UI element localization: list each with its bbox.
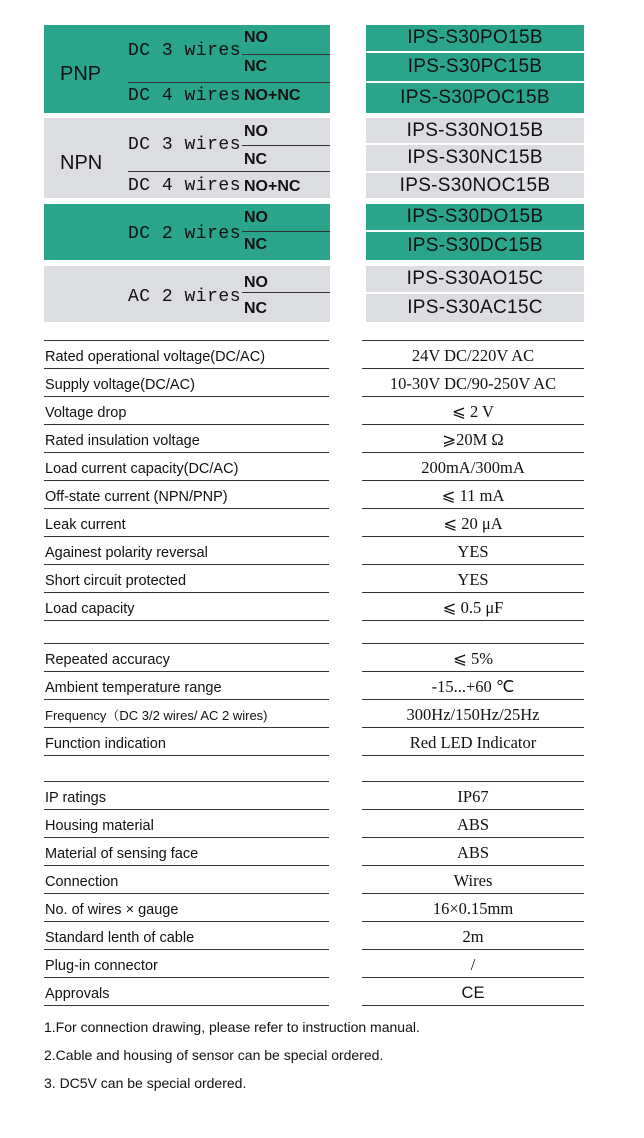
spec-label: Connection — [45, 874, 119, 890]
spec-label-row — [44, 894, 329, 922]
spec-value: 300Hz/150Hz/25Hz — [406, 705, 540, 724]
spec-value: CE — [461, 984, 485, 1002]
spec-value-row — [362, 509, 584, 537]
spec-value-row — [362, 866, 584, 894]
spec-label-row — [44, 565, 329, 593]
spec-label-row — [44, 950, 329, 978]
spec-label: Supply voltage(DC/AC) — [45, 377, 195, 393]
spec-label-row — [44, 425, 329, 453]
spec-value-row — [362, 644, 584, 672]
spec-label: Standard lenth of cable — [45, 930, 195, 946]
pnp-4wire-label: DC 4 wires — [128, 86, 242, 106]
spec-label-row — [44, 453, 329, 481]
spec-label: Load capacity — [45, 601, 135, 617]
spec-label: Ambient temperature range — [45, 680, 222, 696]
spec-label: Againest polarity reversal — [45, 545, 208, 561]
spec-value: ABS — [456, 843, 490, 862]
spec-value: Red LED Indicator — [409, 733, 537, 752]
spec-label: Load current capacity(DC/AC) — [45, 461, 239, 477]
spec-value-row — [362, 397, 584, 425]
model-npn-nonc: IPS-S30NOC15B — [366, 173, 584, 198]
pnp-block — [44, 25, 330, 113]
spec-label-row — [44, 810, 329, 838]
npn-3wire-label: DC 3 wires — [128, 135, 242, 155]
spec-label: Frequency（DC 3/2 wires/ AC 2 wires) — [45, 708, 268, 723]
spec-value: 10-30V DC/90-250V AC — [389, 374, 557, 393]
spec-label-row — [44, 593, 329, 621]
spec-value: ⩾20M Ω — [442, 430, 504, 449]
npn-4wire-label: DC 4 wires — [128, 176, 242, 196]
spec-value: -15...+60 ℃ — [431, 677, 515, 696]
spec-value: 2m — [462, 927, 484, 946]
spec-value: ⩽ 2 V — [452, 402, 494, 421]
spec-value-row — [362, 425, 584, 453]
spec-value: ⩽ 20 μA — [443, 514, 503, 533]
spec-value: YES — [457, 542, 489, 561]
spec-label-row — [44, 509, 329, 537]
spec-label-row — [44, 397, 329, 425]
spec-value-row — [362, 672, 584, 700]
spec-label: IP ratings — [45, 790, 106, 806]
spec-label: Repeated accuracy — [45, 652, 170, 668]
dc2-no-label: NO — [244, 209, 268, 226]
spec-value-row — [362, 978, 584, 1006]
dc2-block — [44, 204, 330, 260]
npn-type-label: NPN — [60, 152, 103, 174]
npn-nc-label: NC — [244, 151, 268, 168]
divider — [242, 54, 330, 55]
pnp-no-label: NO — [244, 29, 268, 46]
npn-nonc-label: NO+NC — [244, 178, 301, 195]
spec-label: Short circuit protected — [45, 573, 187, 589]
spec-label-row — [44, 481, 329, 509]
pnp-nonc-label: NO+NC — [244, 87, 301, 104]
spec-value: ⩽ 11 mA — [441, 486, 505, 505]
npn-no-label: NO — [244, 123, 268, 140]
spec-value: 16×0.15mm — [432, 899, 514, 918]
spec-value-row — [362, 565, 584, 593]
spec-label-row — [44, 728, 329, 756]
spec-label: Off-state current (NPN/PNP) — [45, 489, 228, 505]
ac2-nc-label: NC — [244, 300, 268, 317]
spec-value-row — [362, 782, 584, 810]
spec-label-row — [44, 700, 329, 728]
model-ac2-nc: IPS-S30AC15C — [366, 294, 584, 322]
model-npn-no: IPS-S30NO15B — [366, 118, 584, 143]
spec-value: IP67 — [457, 787, 489, 806]
dc2-nc-label: NC — [244, 236, 268, 253]
spec-label-row — [44, 782, 329, 810]
spec-label-row — [44, 838, 329, 866]
model-dc2-nc: IPS-S30DC15B — [366, 232, 584, 260]
spec-label: Housing material — [45, 818, 154, 834]
spec-label: Approvals — [45, 986, 110, 1002]
divider — [242, 231, 330, 232]
spec-value-row — [362, 728, 584, 756]
ac2-no-label: NO — [244, 274, 268, 291]
spec-label: Voltage drop — [45, 405, 127, 421]
spec-label-row — [44, 644, 329, 672]
divider — [242, 292, 330, 293]
divider — [128, 82, 330, 83]
spec-value: 200mA/300mA — [421, 458, 525, 477]
model-ac2-no: IPS-S30AO15C — [366, 266, 584, 292]
spec-value-row — [362, 700, 584, 728]
spec-value-row — [362, 453, 584, 481]
spec-label: No. of wires × gauge — [45, 902, 179, 918]
spec-value: ⩽ 5% — [453, 649, 493, 668]
spec-value: YES — [457, 570, 489, 589]
spec-label-row — [44, 369, 329, 397]
spec-label: Rated operational voltage(DC/AC) — [45, 349, 266, 365]
spec-value-row — [362, 341, 584, 369]
note-2: 2.Cable and housing of sensor can be special ordered. — [44, 1047, 384, 1063]
spec-label-row — [44, 922, 329, 950]
spec-value-row — [362, 537, 584, 565]
spec-value-row — [362, 922, 584, 950]
pnp-nc-label: NC — [244, 58, 268, 75]
spec-value-row — [362, 894, 584, 922]
spec-value: 24V DC/220V AC — [411, 346, 535, 365]
spec-label: Leak current — [45, 517, 126, 533]
spec-label: Plug-in connector — [45, 958, 158, 974]
spec-label-row — [44, 978, 329, 1006]
spec-value-row — [362, 810, 584, 838]
spec-label: Function indication — [45, 736, 166, 752]
model-pnp-nonc: IPS-S30POC15B — [366, 83, 584, 113]
pnp-type-label: PNP — [60, 63, 102, 85]
spec-label: Rated insulation voltage — [45, 433, 200, 449]
spec-value: Wires — [453, 871, 493, 890]
pnp-3wire-label: DC 3 wires — [128, 41, 242, 61]
spec-value-row — [362, 838, 584, 866]
model-dc2-no: IPS-S30DO15B — [366, 204, 584, 230]
npn-block — [44, 118, 330, 198]
spec-value-row — [362, 593, 584, 621]
note-3: 3. DC5V can be special ordered. — [44, 1075, 247, 1091]
spec-label: Material of sensing face — [45, 846, 199, 862]
divider — [128, 171, 330, 172]
spec-label-row — [44, 341, 329, 369]
ac2-block — [44, 266, 330, 322]
ac2-wire-label: AC 2 wires — [128, 287, 242, 307]
divider — [242, 145, 330, 146]
spec-label-row — [44, 866, 329, 894]
spec-value: ABS — [456, 815, 490, 834]
model-npn-nc: IPS-S30NC15B — [366, 145, 584, 171]
spec-value-row — [362, 481, 584, 509]
spec-value: ⩽ 0.5 μF — [442, 598, 504, 617]
spec-label-row — [44, 537, 329, 565]
spec-value-row — [362, 950, 584, 978]
note-1: 1.For connection drawing, please refer to instruction manual. — [44, 1019, 420, 1035]
model-pnp-nc: IPS-S30PC15B — [366, 53, 584, 81]
model-pnp-no: IPS-S30PO15B — [366, 25, 584, 51]
spec-value-row — [362, 369, 584, 397]
dc2-wire-label: DC 2 wires — [128, 224, 242, 244]
spec-value: / — [470, 955, 476, 974]
spec-label-row — [44, 672, 329, 700]
